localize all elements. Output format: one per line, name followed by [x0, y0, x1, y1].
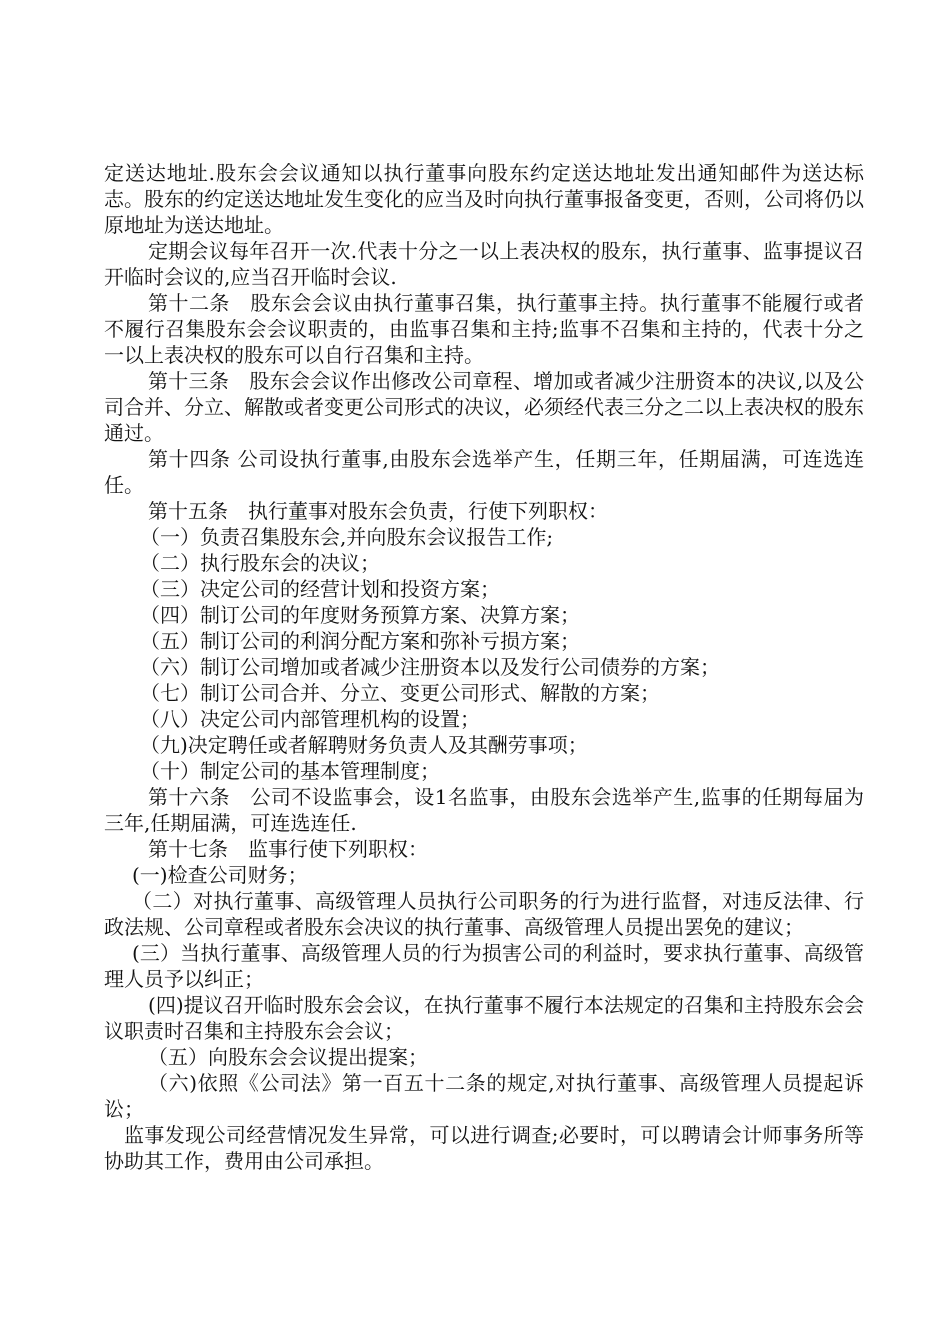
- list-item: （十）制定公司的基本管理制度；: [140, 759, 440, 783]
- article-12: 第十二条 股东会会议由执行董事召集，执行董事主持。执行董事不能履行或者不履行召集股东会会议职责的，由监事召集和主持;监事不召集和主持的，代表十分之一以上表决权的股东可以自行召集和主持。: [104, 291, 864, 367]
- article-17: 第十七条 监事行使下列职权：: [148, 837, 428, 861]
- list-item: (一)检查公司财务；: [132, 863, 308, 887]
- list-item: （八）决定公司内部管理机构的设置；: [140, 707, 480, 731]
- list-item: (四)提议召开临时股东会会议，在执行董事不履行本法规定的召集和主持股东会会议职责时召集和主持股东会会议；: [104, 993, 864, 1043]
- list-item: （六)依照《公司法》第一百五十二条的规定,对执行董事、高级管理人员提起诉讼；: [104, 1071, 864, 1121]
- list-item: （二）执行股东会的决议；: [140, 551, 380, 575]
- paragraph-notice-address: 定送达地址.股东会会议通知以执行董事向股东约定送达地址发出通知邮件为送达标志。股东的约定送达地址发生变化的应当及时向执行董事报备变更，否则，公司将仍以原地址为送达地址。: [104, 161, 864, 237]
- list-item: （九)决定聘任或者解聘财务负责人及其酬劳事项；: [140, 733, 588, 757]
- paragraph-regular-meeting: 定期会议每年召开一次.代表十分之一以上表决权的股东，执行董事、监事提议召开临时会议的,应当召开临时会议.: [104, 239, 864, 289]
- list-item: （五）向股东会会议提出提案；: [148, 1045, 428, 1069]
- list-item: （三）决定公司的经营计划和投资方案；: [140, 577, 500, 601]
- list-item: （七）制订公司合并、分立、变更公司形式、解散的方案；: [140, 681, 660, 705]
- article-13: 第十三条 股东会会议作出修改公司章程、增加或者减少注册资本的决议,以及公司合并、分立、解散或者变更公司形式的决议，必须经代表三分之二以上表决权的股东通过。: [104, 369, 864, 445]
- article-14: 第十四条 公司设执行董事,由股东会选举产生，任期三年，任期届满，可连选连任。: [104, 447, 864, 497]
- document-body: [104, 160, 864, 1174]
- article-16: 第十六条 公司不设监事会，设1名监事，由股东会选举产生,监事的任期每届为三年,任期届满，可连选连任.: [104, 785, 864, 835]
- paragraph-supervisor-investigation: 监事发现公司经营情况发生异常，可以进行调查;必要时，可以聘请会计师事务所等协助其工作，费用由公司承担。: [104, 1123, 864, 1173]
- list-item: （六）制订公司增加或者减少注册资本以及发行公司债券的方案；: [140, 655, 720, 679]
- list-item: （一）负责召集股东会,并向股东会议报告工作;: [140, 525, 554, 549]
- list-item: （二）对执行董事、高级管理人员执行公司职务的行为进行监督，对违反法律、行政法规、公司章程或者股东会决议的执行董事、高级管理人员提出罢免的建议；: [104, 889, 864, 939]
- list-item: (三）当执行董事、高级管理人员的行为损害公司的利益时，要求执行董事、高级管理人员予以纠正；: [104, 941, 864, 991]
- list-item: （五）制订公司的利润分配方案和弥补亏损方案；: [140, 629, 580, 653]
- article-15: 第十五条 执行董事对股东会负责，行使下列职权：: [148, 499, 608, 523]
- list-item: （四）制订公司的年度财务预算方案、决算方案；: [140, 603, 580, 627]
